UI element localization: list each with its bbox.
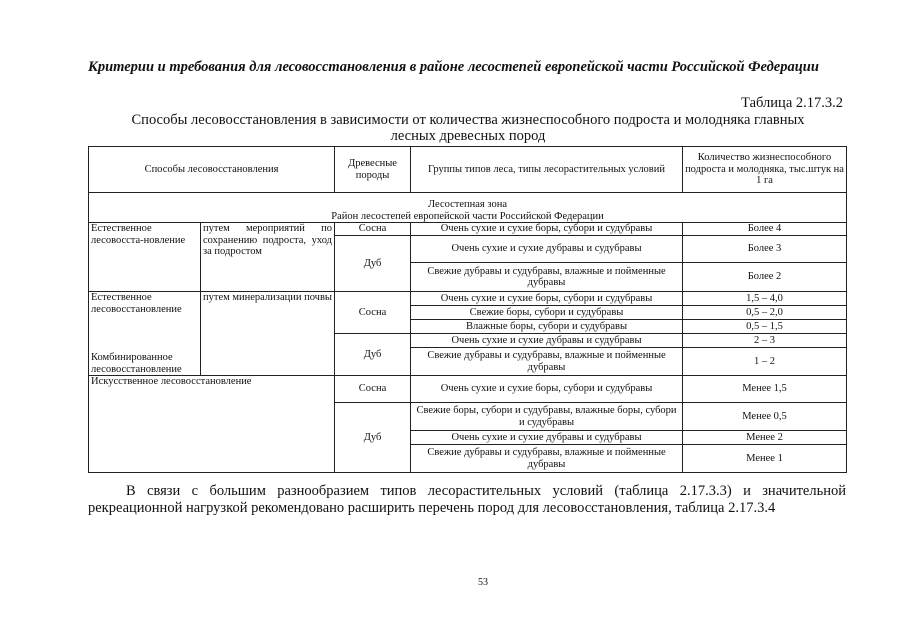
forest-group: Очень сухие и сухие боры, субори и судубравы	[411, 376, 683, 403]
quantity: Менее 0,5	[683, 403, 847, 431]
page-number: 53	[478, 577, 488, 588]
body-paragraph: В связи с большим разнообразием типов лесорастительных условий (таблица 2.17.3.3) и значительной рекреационной нагрузкой рекомендовано расширить перечень пород для лесовосстановления, таблица 2.17.3.4	[88, 483, 846, 516]
table-caption: Способы лесовосстановления в зависимости от количества жизнеспособного подроста и молодняка главных лесных древесных пород	[131, 112, 805, 144]
quantity: 0,5 – 2,0	[683, 306, 847, 320]
method-natural-2: Естественное лесовосстановление	[89, 292, 201, 334]
species-oak: Дуб	[335, 334, 411, 376]
species-pine: Сосна	[335, 292, 411, 334]
zone-region: Район лесостепей европейской части Российской Федерации	[331, 210, 604, 222]
method-artificial: Искусственное лесовосстановление	[89, 376, 335, 473]
forest-group: Влажные боры, субори и судубравы	[411, 320, 683, 334]
method-natural-1: Естественное лесовосста-новление	[89, 223, 201, 292]
forest-group: Свежие дубравы и судубравы, влажные и пойменные дубравы	[411, 263, 683, 292]
table-header-row	[89, 147, 847, 193]
method-natural-1-how: путем мероприятий по сохранению подроста, уход за подростом	[201, 223, 335, 292]
header-method: Способы лесовосстановления	[89, 147, 335, 193]
quantity: Менее 2	[683, 431, 847, 445]
quantity: 1,5 – 4,0	[683, 292, 847, 306]
forest-group: Свежие дубравы и судубравы, влажные и пойменные дубравы	[411, 348, 683, 376]
quantity: 2 – 3	[683, 334, 847, 348]
header-quantity: Количество жизнеспособного подроста и молодняка, тыс.штук на 1 га	[683, 147, 847, 193]
quantity: Более 2	[683, 263, 847, 292]
table-row	[89, 223, 847, 236]
reforestation-table	[88, 146, 847, 473]
quantity: Менее 1	[683, 445, 847, 473]
quantity: Более 4	[683, 223, 847, 236]
quantity: Менее 1,5	[683, 376, 847, 403]
section-heading: Критерии и требования для лесовосстановления в районе лесостепей европейской части Российской Федерации	[88, 59, 819, 75]
forest-group: Очень сухие и сухие дубравы и судубравы	[411, 431, 683, 445]
method-combined: Комбинированное лесовосстановление	[89, 334, 201, 376]
table-number: Таблица 2.17.3.2	[741, 95, 843, 111]
zone-cell	[89, 193, 847, 223]
forest-group: Очень сухие и сухие боры, субори и судубравы	[411, 292, 683, 306]
table-row	[89, 376, 847, 403]
forest-group: Очень сухие и сухие дубравы и судубравы	[411, 236, 683, 263]
quantity: 0,5 – 1,5	[683, 320, 847, 334]
forest-group: Свежие боры, субори и судубравы, влажные боры, субори и судубравы	[411, 403, 683, 431]
quantity: 1 – 2	[683, 348, 847, 376]
forest-group: Очень сухие и сухие дубравы и судубравы	[411, 334, 683, 348]
forest-group: Свежие дубравы и судубравы, влажные и пойменные дубравы	[411, 445, 683, 473]
header-species: Древесные породы	[335, 147, 411, 193]
zone-title: Лесостепная зона	[427, 199, 508, 210]
header-forest-groups: Группы типов леса, типы лесорастительных условий	[411, 147, 683, 193]
species-oak: Дуб	[335, 403, 411, 473]
zone-row	[89, 193, 847, 223]
table-row	[89, 292, 847, 306]
species-pine: Сосна	[335, 376, 411, 403]
species-oak: Дуб	[335, 236, 411, 292]
forest-group: Свежие боры, субори и судубравы	[411, 306, 683, 320]
quantity: Более 3	[683, 236, 847, 263]
method-natural-2-how: путем минерализации почвы	[201, 292, 335, 376]
species-pine: Сосна	[335, 223, 411, 236]
forest-group: Очень сухие и сухие боры, субори и судубравы	[411, 223, 683, 236]
